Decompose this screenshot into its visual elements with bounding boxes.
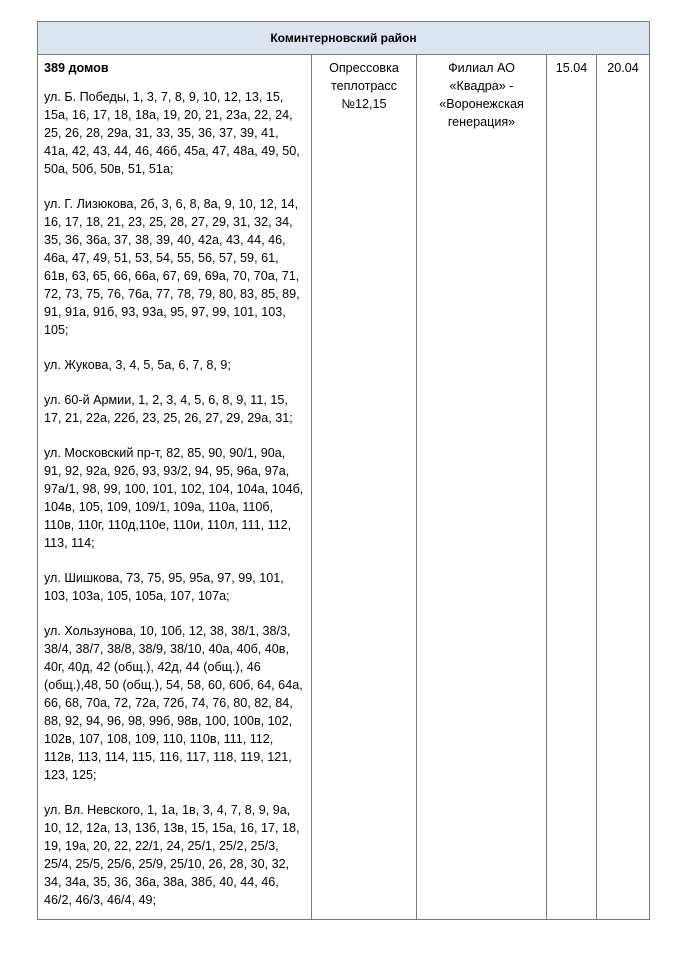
- street-addresses-kholzunova: ул. Хользунова, 10, 10б, 12, 38, 38/1, 38/3, 38/4, 38/7, 38/8, 38/9, 38/10, 40а, 40б, 40в, 40г, 40д, 42 (общ.), 42д, 44 (общ.), 46 (общ.),48, 50 (общ.), 54, 58, 60, 60б, 64, 64а, 66, 68, 70а, 72, 72а, 72б, 74, 76, 80, 82, 84, 88, 92, 94, 96, 98, 99б, 98в, 100, 100в, 102, 102в, 107, 108, 109, 110, 110в, 111, 112, 112в, 113, 114, 115, 116, 117, 118, 119, 121, 123, 125;: [44, 624, 303, 782]
- schedule-table: [37, 21, 650, 920]
- street-addresses-lizyukova: ул. Г. Лизюкова, 2б, 3, 6, 8, 8а, 9, 10, 12, 14, 16, 17, 18, 21, 23, 25, 28, 27, 29, 31, 32, 34, 35, 36, 36а, 37, 38, 39, 40, 42а, 43, 44, 46, 46а, 47, 49, 51, 53, 54, 55, 56, 57, 59, 61, 61в, 63, 65, 66, 66а, 67, 69, 69а, 70, 70а, 71, 72, 73, 75, 76, 76а, 77, 78, 79, 80, 83, 85, 89, 91, 91а, 91б, 93, 93а, 95, 97, 99, 101, 103, 105;: [44, 197, 300, 337]
- date-end-cell: 20.04: [597, 55, 650, 920]
- street-addresses-moskovsky: ул. Московский пр-т, 82, 85, 90, 90/1, 90а, 91, 92, 92а, 92б, 93, 93/2, 94, 95, 96а, 97а, 97а/1, 98, 99, 100, 101, 102, 104, 104а, 104б, 104в, 105, 109, 109/1, 109а, 110а, 110б, 110в, 110г, 110д,110е, 110и, 110л, 111, 112, 113, 114;: [44, 446, 304, 550]
- work-type-cell: Опрессовка теплотрасс №12,15: [312, 55, 417, 920]
- table-row: [38, 55, 650, 920]
- street-addresses-pobedy: ул. Б. Победы, 1, 3, 7, 8, 9, 10, 12, 13, 15, 15а, 16, 17, 18, 18а, 19, 20, 21, 23а, 22, 24, 25, 26, 28, 29а, 31, 33, 35, 36, 37, 39, 41, 41а, 42, 43, 44, 46, 46б, 45а, 47, 48а, 49, 50, 50а, 50б, 50в, 51, 51а;: [44, 90, 300, 176]
- date-start-cell: 15.04: [547, 55, 597, 920]
- houses-count: 389 домов: [44, 61, 109, 75]
- street-addresses-zhukova: ул. Жукова, 3, 4, 5, 5а, 6, 7, 8, 9;: [44, 358, 231, 372]
- street-addresses-shishkova: ул. Шишкова, 73, 75, 95, 95а, 97, 99, 101, 103, 103а, 105, 105а, 107, 107а;: [44, 571, 284, 603]
- district-header-row: [38, 22, 650, 55]
- organization-cell: Филиал АО «Квадра» - «Воронежская генерация»: [417, 55, 547, 920]
- district-title: Коминтерновский район: [38, 22, 650, 55]
- street-addresses-60-armii: ул. 60-й Армии, 1, 2, 3, 4, 5, 6, 8, 9, 11, 15, 17, 21, 22а, 22б, 23, 25, 26, 27, 29, 29а, 31;: [44, 393, 293, 425]
- address-list-cell: [38, 55, 312, 920]
- street-addresses-nevskogo: ул. Вл. Невского, 1, 1а, 1в, 3, 4, 7, 8, 9, 9а, 10, 12, 12а, 13, 13б, 13в, 15, 15а, 16, 17, 18, 19, 19а, 20, 22, 22/1, 24, 25/1, 25/2, 25/3, 25/4, 25/5, 25/6, 25/9, 25/10, 26, 28, 30, 32, 34, 34а, 35, 36, 36а, 38а, 38б, 40, 44, 46, 46/2, 46/3, 46/4, 49;: [44, 803, 300, 907]
